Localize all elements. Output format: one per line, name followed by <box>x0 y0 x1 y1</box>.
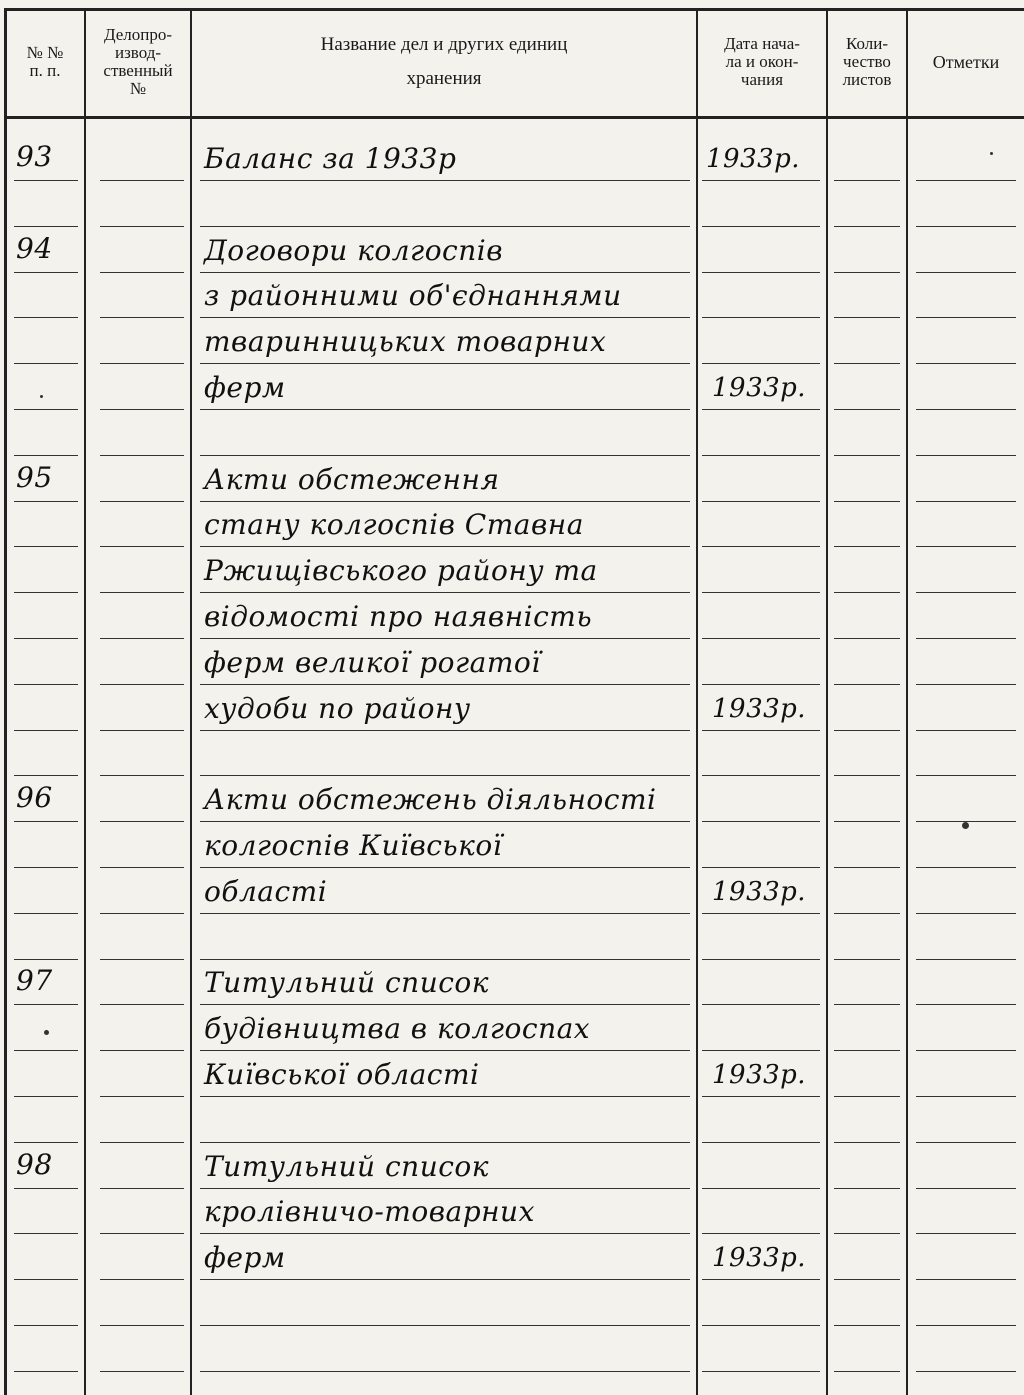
ruled-line <box>834 867 900 868</box>
ruled-line <box>916 867 1016 868</box>
ruled-line <box>916 1096 1016 1097</box>
ruled-line <box>200 867 690 868</box>
ruled-line <box>834 180 900 181</box>
ruled-line <box>100 455 184 456</box>
entry-title-line: Акти обстеження <box>204 462 500 496</box>
ruled-line <box>100 684 184 685</box>
ruled-line <box>14 1096 78 1097</box>
ruled-line <box>14 1142 78 1143</box>
ruled-line <box>702 1004 820 1005</box>
entry-title-line: Баланс за 1933р <box>204 142 457 175</box>
ruled-line <box>100 226 184 227</box>
header-title: Название дел и других единиц хранения <box>320 34 568 89</box>
ruled-line <box>916 638 1016 639</box>
ruled-line <box>834 272 900 273</box>
ruled-line <box>834 730 900 731</box>
ruled-line <box>14 363 78 364</box>
entry-date: 1933р. <box>712 876 807 907</box>
header-date: Дата нача- ла и окон- чания <box>724 34 800 89</box>
ruled-line <box>100 363 184 364</box>
ruled-line <box>14 1233 78 1234</box>
ruled-line <box>916 546 1016 547</box>
ruled-line <box>702 363 820 364</box>
ruled-line <box>916 1004 1016 1005</box>
ruled-line <box>834 317 900 318</box>
entry-title-line: кролівничо-товарних <box>204 1195 535 1229</box>
ruled-line <box>916 1233 1016 1234</box>
ruled-line <box>200 1050 690 1051</box>
ruled-line <box>916 592 1016 593</box>
header-number: № № п. п. <box>26 43 64 80</box>
entry-title-line: худоби по району <box>204 691 471 725</box>
column-divider <box>84 8 86 1395</box>
ruled-line <box>916 684 1016 685</box>
ruled-line <box>702 455 820 456</box>
ruled-line <box>14 592 78 593</box>
ruled-line <box>834 1279 900 1280</box>
ruled-line <box>200 363 690 364</box>
ruled-line <box>14 913 78 914</box>
ruled-line <box>702 592 820 593</box>
ruled-line <box>200 409 690 410</box>
ruled-line <box>100 546 184 547</box>
ruled-line <box>702 1325 820 1326</box>
ruled-line <box>702 1279 820 1280</box>
ruled-line <box>200 546 690 547</box>
ruled-line <box>916 775 1016 776</box>
ruled-line <box>916 363 1016 364</box>
ruled-line <box>200 180 690 181</box>
ruled-line <box>702 959 820 960</box>
ruled-line <box>100 913 184 914</box>
ruled-line <box>100 1371 184 1372</box>
ruled-line <box>834 363 900 364</box>
entry-title-line: тваринницьких товарних <box>204 325 607 359</box>
ruled-line <box>100 317 184 318</box>
ruled-line <box>100 272 184 273</box>
entry-date: 1933р. <box>712 373 807 403</box>
entry-title-line: Акти обстежень діяльності <box>204 783 657 817</box>
ruled-line <box>100 1096 184 1097</box>
ruled-line <box>834 821 900 822</box>
entry-number: 98 <box>16 1147 53 1181</box>
ruled-line <box>916 1050 1016 1051</box>
ruled-line <box>834 1004 900 1005</box>
column-divider <box>906 8 908 1395</box>
ruled-line <box>916 1142 1016 1143</box>
entry-number: 94 <box>16 231 53 265</box>
header-sheet-count: Коли- чество листов <box>842 34 892 89</box>
ruled-line <box>916 501 1016 502</box>
entry-title-line: області <box>204 874 328 908</box>
entry-title-line: Ржищівського району та <box>204 554 598 588</box>
ruled-line <box>916 226 1016 227</box>
ruled-line <box>702 501 820 502</box>
ruled-line <box>14 455 78 456</box>
ruled-line <box>702 317 820 318</box>
ruled-line <box>834 226 900 227</box>
ruled-line <box>100 638 184 639</box>
ink-speck <box>40 395 43 398</box>
entry-number: 93 <box>16 140 53 173</box>
ruled-line <box>100 959 184 960</box>
ruled-line <box>200 638 690 639</box>
entry-date: 1933р. <box>712 693 807 724</box>
entry-title-line: колгоспів Київської <box>204 829 503 862</box>
ruled-line <box>916 1188 1016 1189</box>
header-notes: Отметки <box>932 52 1000 72</box>
ruled-line <box>14 1004 78 1005</box>
ruled-line <box>100 501 184 502</box>
ruled-line <box>14 638 78 639</box>
ruled-line <box>834 501 900 502</box>
entry-title-line: Київської області <box>204 1058 480 1091</box>
ruled-line <box>916 455 1016 456</box>
ruled-line <box>702 913 820 914</box>
ruled-line <box>14 317 78 318</box>
ruled-line <box>834 592 900 593</box>
ink-speck <box>990 152 993 155</box>
column-divider <box>826 8 828 1395</box>
column-divider <box>190 8 192 1395</box>
ruled-line <box>100 775 184 776</box>
ruled-line <box>834 1142 900 1143</box>
ruled-line <box>702 775 820 776</box>
ruled-line <box>834 455 900 456</box>
entry-title-line: будівництва в колгоспах <box>204 1012 591 1046</box>
ruled-line <box>14 775 78 776</box>
ruled-line <box>200 959 690 960</box>
ruled-line <box>834 1233 900 1234</box>
header-bottom-border <box>4 116 1024 119</box>
ruled-line <box>200 1325 690 1326</box>
ruled-line <box>200 1096 690 1097</box>
ruled-line <box>200 1142 690 1143</box>
header-office-number: Делопро- извод- ственный № <box>103 25 173 98</box>
ruled-line <box>200 592 690 593</box>
ruled-line <box>14 821 78 822</box>
ruled-line <box>100 180 184 181</box>
ruled-line <box>200 272 690 273</box>
entry-date: 1933р. <box>712 1060 807 1090</box>
entry-date: 1933р. <box>706 144 801 174</box>
ruled-line <box>834 775 900 776</box>
ruled-line <box>100 592 184 593</box>
ruled-line <box>916 1371 1016 1372</box>
ruled-line <box>14 730 78 731</box>
ruled-line <box>916 180 1016 181</box>
ruled-line <box>200 1233 690 1234</box>
ruled-line <box>14 180 78 181</box>
ruled-line <box>200 1279 690 1280</box>
column-divider <box>696 8 698 1395</box>
ruled-line <box>916 1325 1016 1326</box>
ruled-line <box>834 684 900 685</box>
ruled-line <box>834 1325 900 1326</box>
ruled-line <box>916 913 1016 914</box>
ruled-line <box>200 455 690 456</box>
ruled-line <box>14 1050 78 1051</box>
entry-title-line: відомості про наявність <box>204 600 593 633</box>
ruled-line <box>834 1188 900 1189</box>
ruled-line <box>100 1142 184 1143</box>
ruled-line <box>14 1371 78 1372</box>
ruled-line <box>200 730 690 731</box>
ruled-line <box>702 1096 820 1097</box>
ruled-line <box>100 1004 184 1005</box>
entry-title-line: Договори колгоспів <box>204 233 504 267</box>
ruled-line <box>916 730 1016 731</box>
entry-title-line: ферм великої рогатої <box>204 645 541 679</box>
ruled-line <box>702 1371 820 1372</box>
ruled-line <box>702 409 820 410</box>
ruled-line <box>14 684 78 685</box>
ruled-line <box>200 1371 690 1372</box>
entry-title-line: стану колгоспів Ставна <box>204 508 584 542</box>
ruled-line <box>702 226 820 227</box>
ruled-line <box>702 821 820 822</box>
ruled-line <box>200 684 690 685</box>
ruled-line <box>200 775 690 776</box>
ruled-line <box>14 1279 78 1280</box>
ruled-line <box>200 1004 690 1005</box>
ruled-line <box>834 1050 900 1051</box>
ruled-line <box>834 1371 900 1372</box>
ruled-line <box>100 730 184 731</box>
ruled-line <box>100 1325 184 1326</box>
ruled-line <box>100 1050 184 1051</box>
ruled-line <box>834 913 900 914</box>
ruled-line <box>14 272 78 273</box>
ruled-line <box>14 1188 78 1189</box>
ruled-line <box>834 638 900 639</box>
entry-title-line: Титульний список <box>204 966 489 1000</box>
ruled-line <box>702 1233 820 1234</box>
ruled-line <box>100 1233 184 1234</box>
entry-date: 1933р. <box>712 1243 807 1274</box>
ruled-line <box>702 1142 820 1143</box>
ruled-line <box>702 272 820 273</box>
ruled-line <box>834 409 900 410</box>
ruled-line <box>200 1188 690 1189</box>
ruled-line <box>100 821 184 822</box>
ruled-line <box>702 867 820 868</box>
ruled-line <box>200 821 690 822</box>
ruled-line <box>14 226 78 227</box>
ruled-line <box>702 684 820 685</box>
entry-number: 95 <box>16 460 53 494</box>
ruled-line <box>14 959 78 960</box>
table-left-border <box>4 8 7 1395</box>
ruled-line <box>834 959 900 960</box>
ruled-line <box>200 913 690 914</box>
ruled-line <box>200 226 690 227</box>
ruled-line <box>834 1096 900 1097</box>
ruled-line <box>702 1050 820 1051</box>
ruled-line <box>702 730 820 731</box>
ruled-line <box>14 1325 78 1326</box>
ruled-line <box>702 1188 820 1189</box>
ink-speck <box>962 822 969 829</box>
entry-title-line: ферм <box>204 1241 286 1275</box>
ruled-line <box>14 867 78 868</box>
ruled-line <box>916 959 1016 960</box>
ruled-line <box>702 180 820 181</box>
ruled-line <box>200 501 690 502</box>
entry-number: 96 <box>16 781 53 815</box>
entry-title-line: з районними об'єднаннями <box>204 279 622 313</box>
ruled-line <box>100 867 184 868</box>
ruled-line <box>916 1279 1016 1280</box>
ink-speck <box>44 1030 49 1035</box>
ruled-line <box>14 501 78 502</box>
ruled-line <box>916 317 1016 318</box>
ruled-line <box>14 546 78 547</box>
ruled-line <box>100 1188 184 1189</box>
ruled-line <box>14 409 78 410</box>
ruled-line <box>100 1279 184 1280</box>
ruled-line <box>100 409 184 410</box>
table-top-border <box>4 8 1024 11</box>
ruled-line <box>916 409 1016 410</box>
ruled-line <box>916 272 1016 273</box>
entry-title-line: Титульний список <box>204 1149 489 1183</box>
ruled-line <box>702 638 820 639</box>
entry-number: 97 <box>16 964 53 998</box>
entry-title-line: ферм <box>204 371 286 404</box>
ruled-line <box>200 317 690 318</box>
ruled-line <box>834 546 900 547</box>
ruled-line <box>702 546 820 547</box>
